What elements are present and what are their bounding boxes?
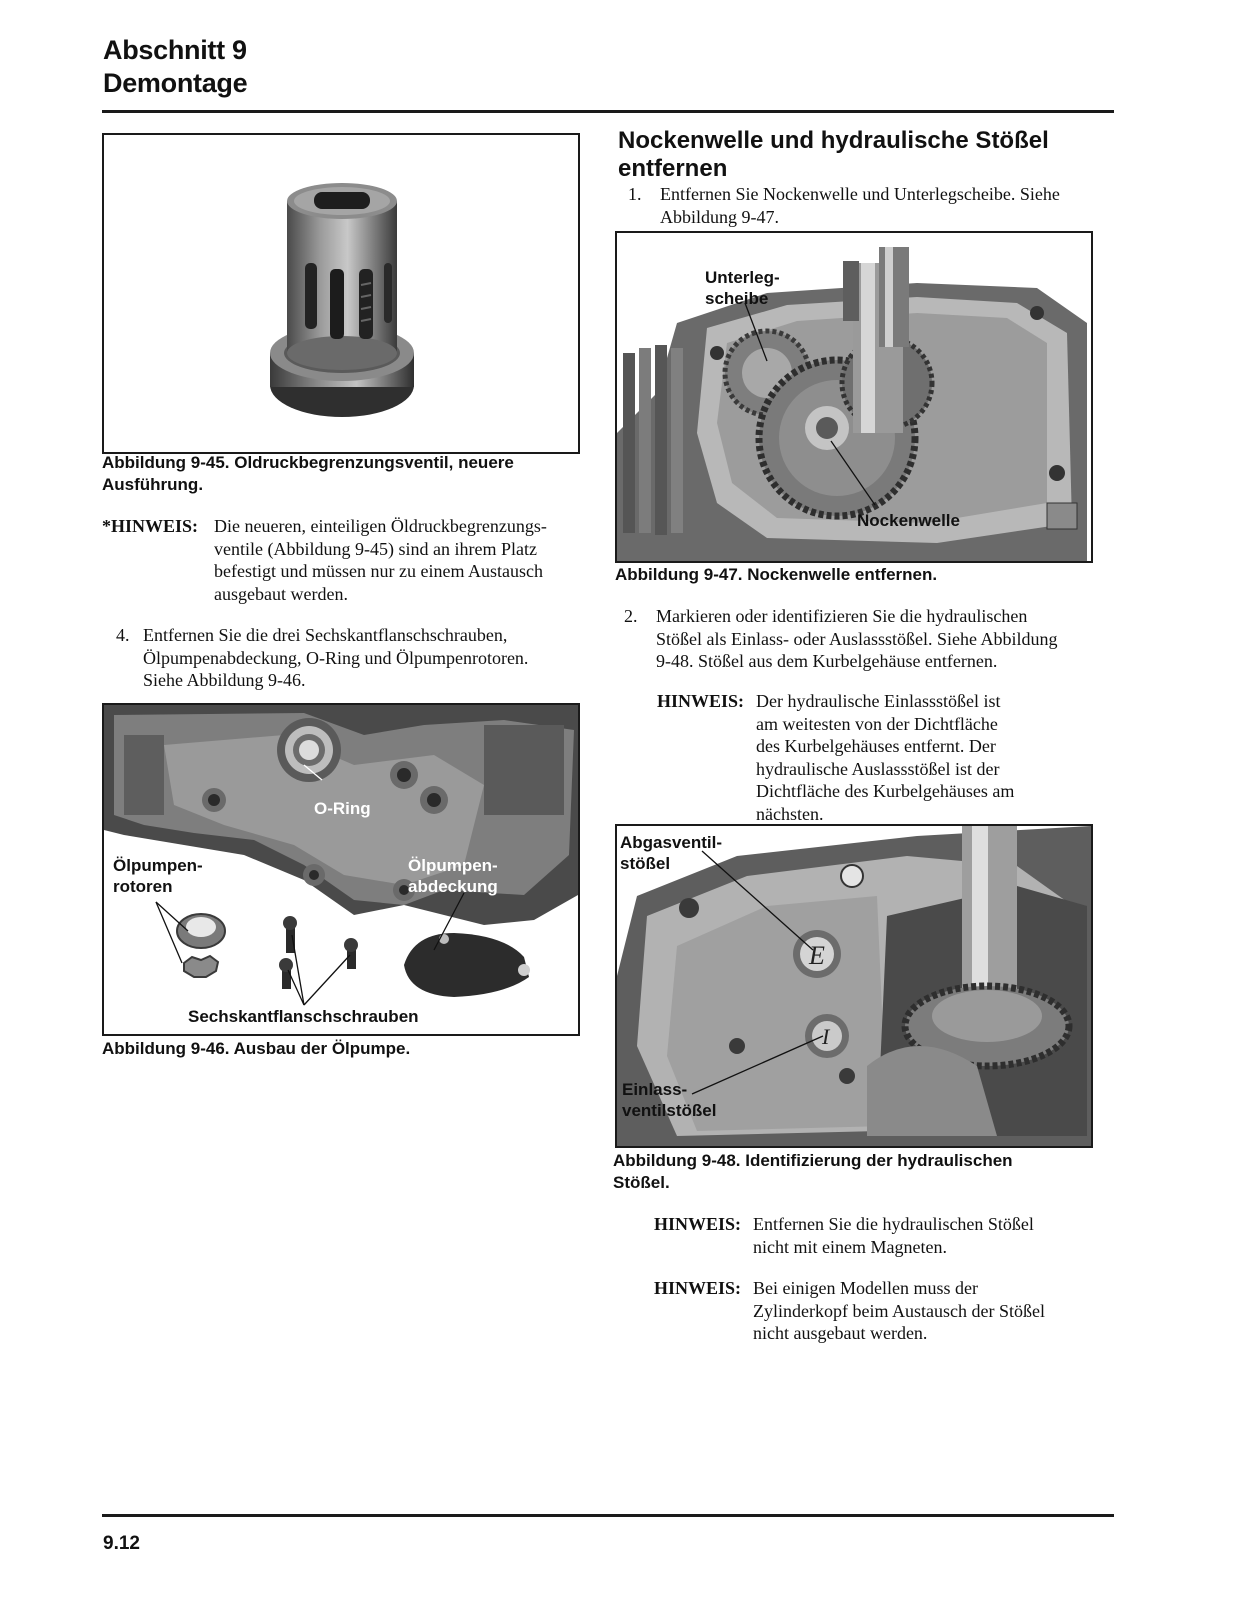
figure-9-46-oil-pump: [102, 703, 580, 1036]
page-header: [103, 34, 247, 100]
note-cylinder-head: HINWEIS: Bei einigen Modellen muss der Zylinderkopf beim Austausch der Stößel nicht ausgebaut werden.: [654, 1278, 1045, 1343]
figure-9-45-pressure-relief-valve: [102, 133, 580, 454]
step-2: 2. Markieren oder identifizieren Sie die hydraulischen Stößel als Einlass- oder Auslassstößel. Siehe Abbildung 9-48. Stößel aus dem Kurbelgehäuse entfernen.: [624, 606, 1058, 671]
exhaust-mark: E: [809, 941, 825, 970]
page-title: Demontage: [103, 68, 248, 98]
label-intake-tappet: Einlass- ventilstößel: [622, 1080, 717, 1120]
figure-9-45-caption: Abbildung 9-45. Oldruckbegrenzungsventil, neuere Ausführung.: [102, 453, 514, 494]
label-exhaust-tappet: Abgasventil- stößel: [620, 833, 723, 873]
section-heading: Nockenwelle und hydraulische Stößel entfernen: [618, 127, 1049, 182]
header-divider: [102, 110, 1114, 113]
label-camshaft: Nockenwelle: [857, 511, 960, 530]
step-number: 4.: [116, 625, 130, 645]
note-label: HINWEIS:: [657, 691, 745, 711]
section-title: Abschnitt 9: [103, 35, 247, 65]
note-intake-exhaust-tappet: HINWEIS: Der hydraulische Einlassstößel ist am weitesten von der Dichtfläche des Kurbelgehäuses entfernt. Der hydraulische Auslassstößel ist der Dichtfläche des Kurbelgehäuses am nächsten.: [657, 691, 1015, 824]
step-4: 4. Entfernen Sie die drei Sechskantflanschschrauben, Ölpumpenabdeckung, O-Ring und Ölpumpenrotoren. Siehe Abbildung 9-46.: [116, 625, 529, 690]
figure-9-48-tappets: [615, 824, 1093, 1148]
step-1: 1. Entfernen Sie Nockenwelle und Unterlegscheibe. Siehe Abbildung 9-47.: [628, 184, 1060, 227]
camshaft-photo: [617, 233, 1091, 561]
step-number: 2.: [624, 606, 638, 626]
step-number: 1.: [628, 184, 642, 204]
label-hex-flange-screws: Sechskantflanschschrauben: [188, 1007, 419, 1026]
note-label: *HINWEIS:: [102, 516, 199, 536]
note-label: HINWEIS:: [654, 1278, 742, 1298]
figure-9-47-camshaft: [615, 231, 1093, 563]
valve-photo: [104, 135, 578, 452]
label-o-ring: O-Ring: [314, 799, 371, 818]
note-no-magnet: HINWEIS: Entfernen Sie die hydraulischen Stößel nicht mit einem Magneten.: [654, 1214, 1034, 1257]
figure-9-46-caption: Abbildung 9-46. Ausbau der Ölpumpe.: [102, 1039, 411, 1058]
label-oil-pump-cover: Ölpumpen- abdeckung: [408, 856, 498, 896]
note-label: HINWEIS:: [654, 1214, 742, 1234]
figure-9-47-caption: Abbildung 9-47. Nockenwelle entfernen.: [615, 565, 938, 584]
figure-9-48-caption: Abbildung 9-48. Identifizierung der hydraulischen Stößel.: [613, 1151, 1013, 1192]
intake-mark: I: [822, 1024, 830, 1049]
page-number: 9.12: [103, 1533, 140, 1554]
label-oil-pump-rotors: Ölpumpen- rotoren: [113, 856, 203, 896]
footer-divider: [102, 1514, 1114, 1517]
note-valve-replacement: *HINWEIS: Die neueren, einteiligen Öldruckbegrenzungs- ventile (Abbildung 9-45) sind an ihrem Platz befestigt und müssen nur zu einem Austausch ausgebaut werden.: [102, 516, 547, 604]
label-washer: Unterleg- scheibe: [705, 268, 780, 308]
